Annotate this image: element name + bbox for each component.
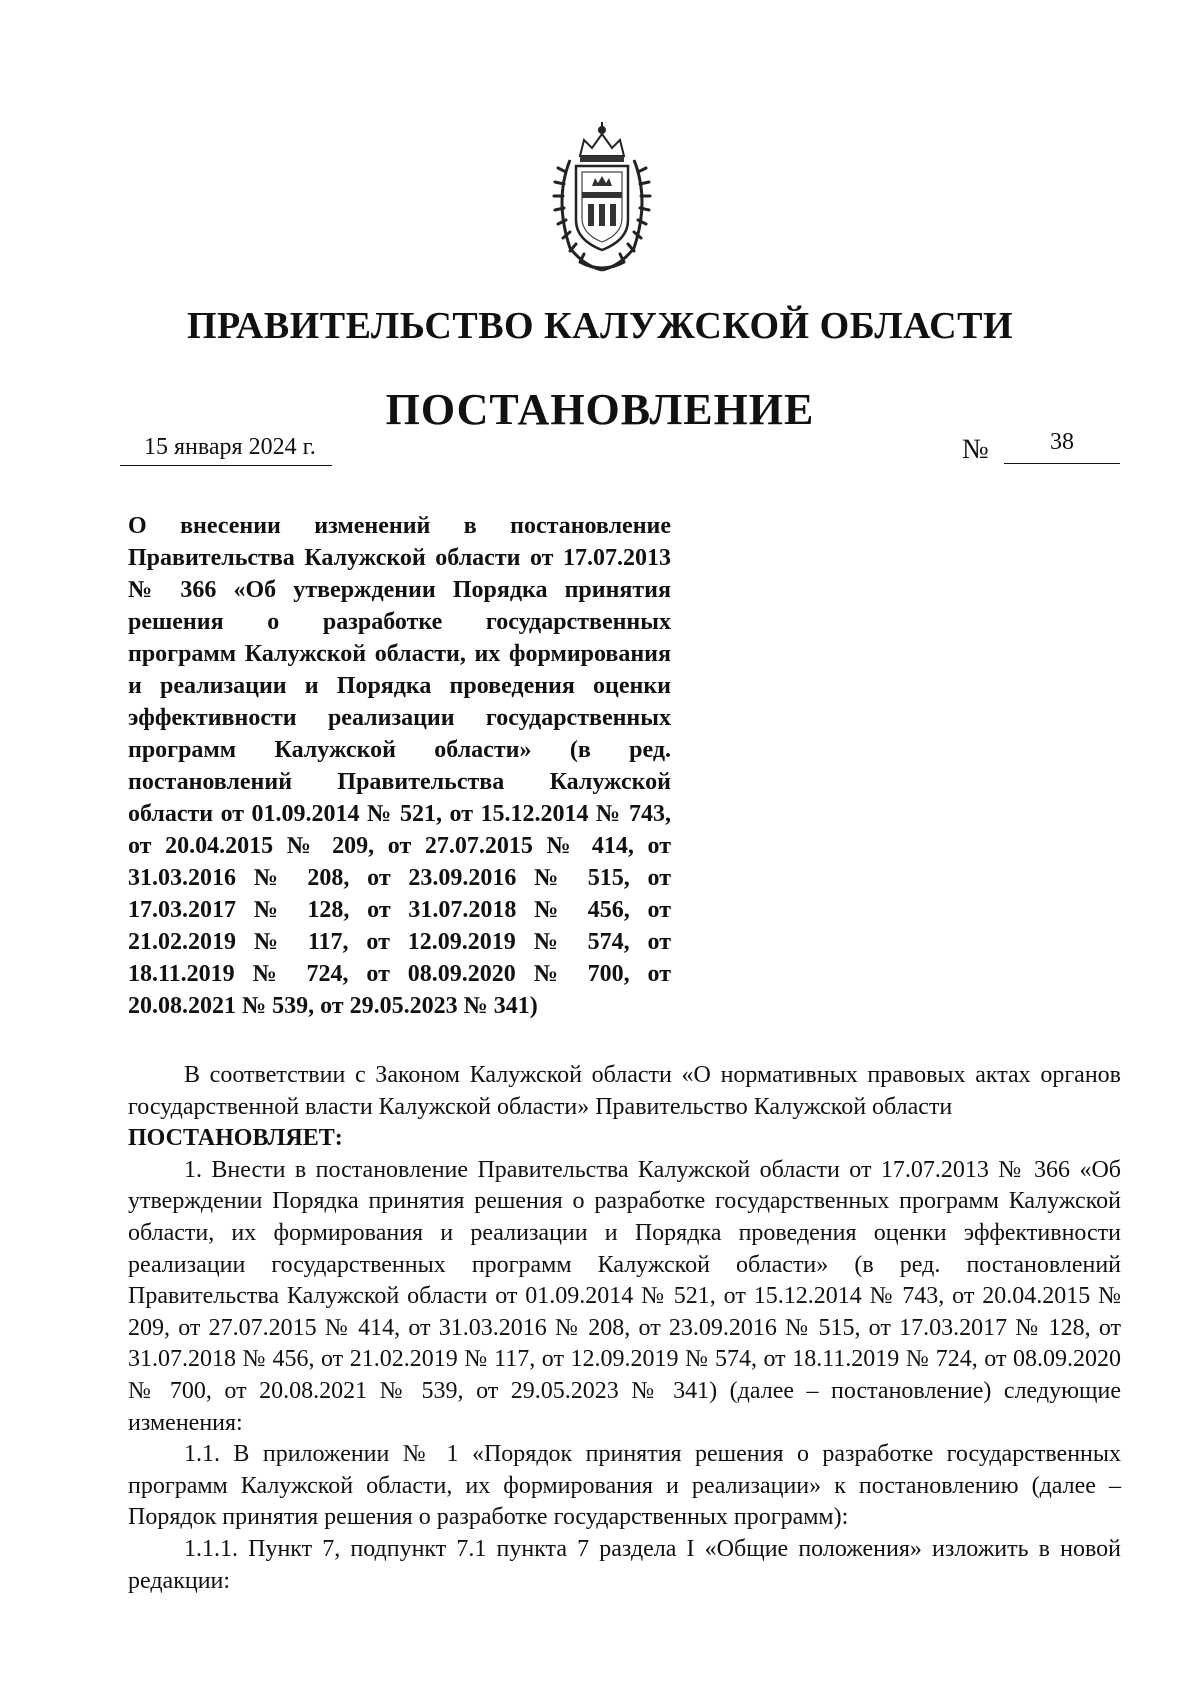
decree-paragraph <box>128 1123 1121 1155</box>
decree-word: ПОСТАНОВЛЯЕТ: <box>128 1125 343 1152</box>
document-date: 15 января 2024 г. <box>120 432 332 466</box>
clause-1-1-1: 1.1.1. Пункт 7, подпункт 7.1 пункта 7 раздела I «Общие положения» изложить в новой редакции: <box>128 1535 1121 1594</box>
preamble-text: В соответствии с Законом Калужской области «О нормативных правовых актах органов государственной власти Калужской области» Правительство Калужской области <box>128 1062 1121 1120</box>
coat-of-arms-emblem <box>540 120 665 275</box>
preamble-paragraph <box>128 1060 1121 1123</box>
document-type-title: ПОСТАНОВЛЕНИЕ <box>385 385 815 434</box>
document-number: 38 <box>1004 424 1120 464</box>
document-subject: О внесении изменений в постановление Правительства Калужской области от 17.07.2013 № 366 «Об утверждении Порядка принятия решения о разработке государственных программ Калужской области, их формирования и реализации и Порядка проведения оценки эффективности реализации государственных программ Калужской области» (в ред. постановлений Правительства Калужской области от 01.09.2014 № 521, от 15.12.2014 № 743, от 20.04.2015 № 209, от 27.07.2015 № 414, от 31.03.2016 № 208, от 23.09.2016 № 515, от 17.03.2017 № 128, от 31.07.2018 № 456, от 21.02.2019 № 117, от 12.09.2019 № 574, от 18.11.2019 № 724, от 08.09.2020 № 700, от 20.08.2021 № 539, от 29.05.2023 № 341) <box>128 513 671 1019</box>
document-number-label: № <box>962 434 989 465</box>
document-body <box>128 1060 1121 1597</box>
clause-1: 1. Внести в постановление Правительства Калужской области от 17.07.2013 № 366 «Об утверждении Порядка принятия решения о разработке государственных программ Калужской области, их формирования и реализации и Порядка проведения оценки эффективности реализации государственных программ Калужской области» (в ред. постановлений Правительства Калужской области от 01.09.2014 № 521, от 15.12.2014 № 743, от 20.04.2015 № 209, от 27.07.2015 № 414, от 31.03.2016 № 208, от 23.09.2016 № 515, от 17.03.2017 № 128, от 31.07.2018 № 456, от 21.02.2019 № 117, от 12.09.2019 № 574, от 18.11.2019 № 724, от 08.09.2020 № 700, от 20.08.2021 № 539, от 29.05.2023 № 341) (далее – постановление) следующие изменения: <box>128 1156 1121 1436</box>
clause-1-1: 1.1. В приложении № 1 «Порядок принятия решения о разработке государственных программ Калужской области, их формирования и реализации» к постановлению (далее – Порядок принятия решения о разработке государственных программ): <box>128 1441 1121 1531</box>
organization-title: ПРАВИТЕЛЬСТВО КАЛУЖСКОЙ ОБЛАСТИ <box>186 305 1014 347</box>
